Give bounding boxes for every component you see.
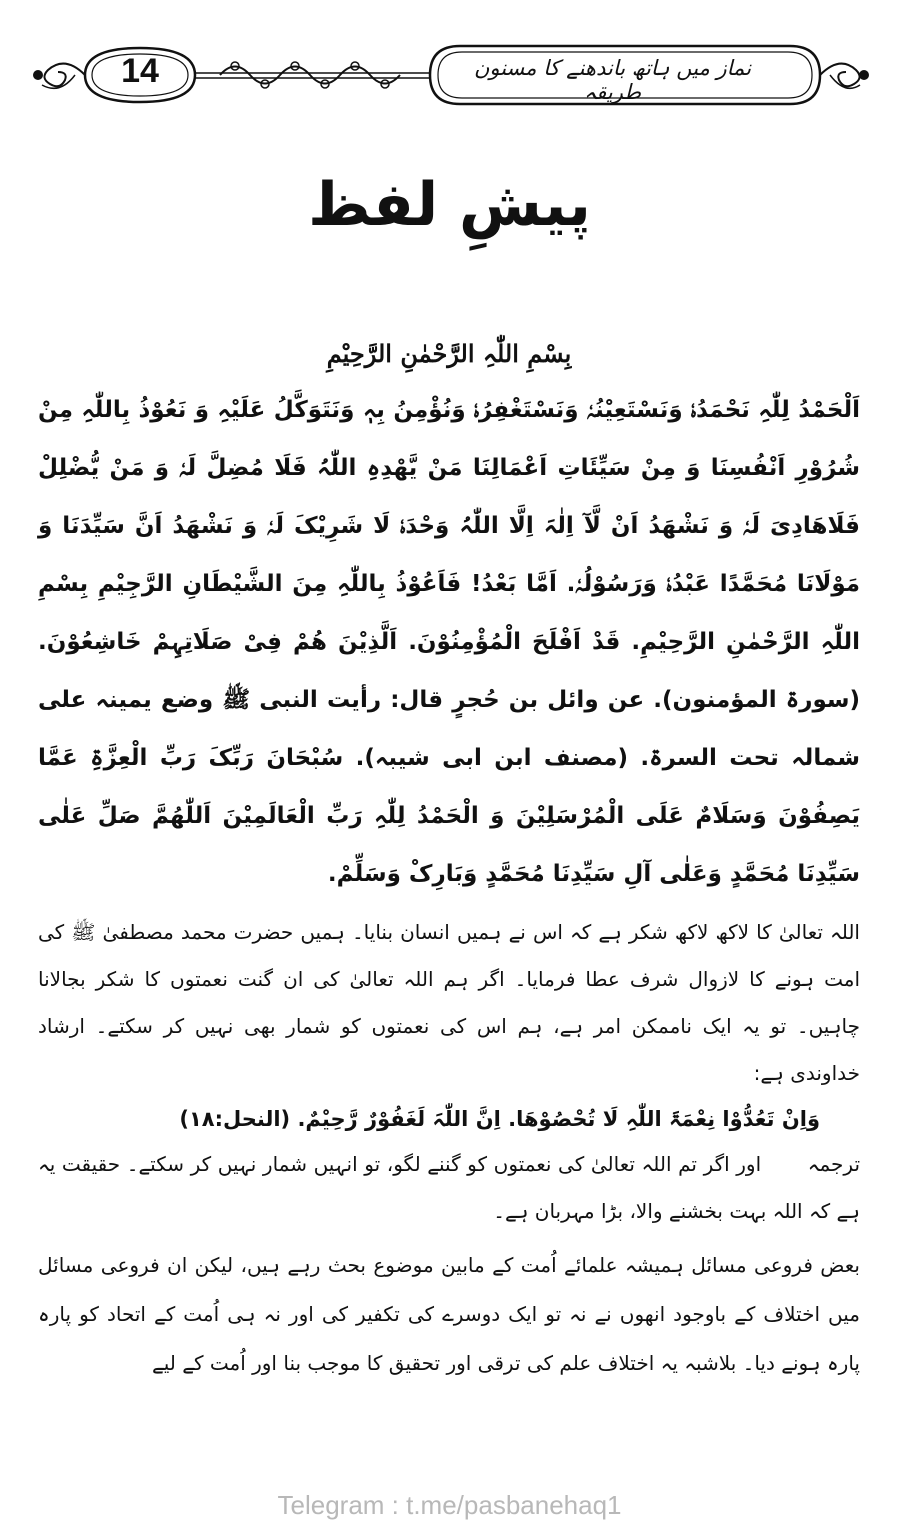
urdu-introduction: اللہ تعالیٰ کا لاکھ لاکھ شکر ہے کہ اس نے ہمیں انسان بنایا۔ ہمیں حضرت محمد مصطفیٰ ﷺ کی امت ہونے کا لازوال شرف عطا فرمایا۔ اگر ہم اللہ تعالیٰ کی ان گنت نعمتوں کا شکر بجالانا چاہیں۔ تو یہ ایک ناممکن امر ہے، ہم اس کی نعمتوں کو شمار بھی نہیں کر سکتے۔ ارشاد خداوندی ہے: <box>38 920 860 1085</box>
bismillah: بِسْمِ اللّٰہِ الرَّحْمٰنِ الرَّحِیْمِ <box>326 339 572 368</box>
page-body <box>38 335 860 1388</box>
urdu-closing-paragraph: بعض فروعی مسائل ہمیشہ علمائے اُمت کے مابین موضوع بحث رہے ہیں، لیکن ان فروعی مسائل میں اختلاف کے باوجود انھوں نے نہ تو ایک دوسرے کی تکفیر کی اور نہ ہی اُمت کے اتحاد کو پارہ پارہ ہونے دیا۔ بلاشبہ یہ اختلاف علم کی ترقی اور تحقیق کا موجب بنا اور اُمت کے لیے <box>38 1253 860 1375</box>
arabic-invocation: اَلْحَمْدُ لِلّٰہِ نَحْمَدُہٗ وَنَسْتَعِیْنُہٗ وَنَسْتَغْفِرُہٗ وَنُؤْمِنُ بِہٖ وَنَتَوَکَّلُ عَلَیْہِ وَ نَعُوْذُ بِاللّٰہِ مِنْ شُرُوْرِ اَنْفُسِنَا وَ مِنْ سَیِّئَاتِ اَعْمَالِنَا مَنْ یَّھْدِہِ اللّٰہُ فَلَا مُضِلَّ لَہٗ وَ مَنْ یُّضْلِلْ فَلَاھَادِیَ لَہٗ وَ نَشْھَدُ اَنْ لَّآ اِلٰہَ اِلَّا اللّٰہُ وَحْدَہٗ لَا شَرِیْکَ لَہٗ وَ نَشْھَدُ اَنَّ سَیِّدَنَا وَ مَوْلَانَا مُحَمَّدًا عَبْدُہٗ وَرَسُوْلُہٗ. اَمَّا بَعْدُ! فَاَعُوْذُ بِاللّٰہِ مِنَ الشَّیْطَانِ الرَّجِیْمِ بِسْمِ اللّٰہِ الرَّحْمٰنِ الرَّحِیْمِ. قَدْ اَفْلَحَ الْمُؤْمِنُوْنَ. اَلَّذِیْنَ ھُمْ فِیْ صَلَاتِہِمْ خَاشِعُوْنَ. (سورۃ المؤمنون). عن وائل بن حُجرٍ قال: رأیت النبی ﷺ وضع یمینہ علی شمالہ تحت السرۃ. (مصنف ابن ابی شیبہ). سُبْحَانَ رَبِّکَ رَبِّ الْعِزَّۃِ عَمَّا یَصِفُوْنَ وَسَلَامٌ عَلَی الْمُرْسَلِیْنَ وَ الْحَمْدُ لِلّٰہِ رَبِّ الْعَالَمِیْنَ اَللّٰھُمَّ صَلِّ عَلٰی سَیِّدِنَا مُحَمَّدٍ وَعَلٰی آلِ سَیِّدِنَا مُحَمَّدٍ وَبَارِکْ وَسَلِّمْ. <box>38 397 860 887</box>
chapter-title: پیشِ لفظ <box>308 170 591 240</box>
translation <box>38 1141 860 1235</box>
page-number: 14 <box>121 52 159 90</box>
translation-text: اور اگر تم اللہ تعالیٰ کی نعمتوں کو گننے لگو، تو انہیں شمار نہیں کر سکتے۔ حقیقت یہ ہے کہ اللہ بہت بخشنے والا، بڑا مہربان ہے۔ <box>38 1152 860 1223</box>
telegram-watermark: Telegram : t.me/pasbanehaq1 <box>277 1490 622 1520</box>
running-title: نماز میں ہاتھ باندھنے کا مسنون طریقہ <box>473 56 752 104</box>
page-header <box>30 40 869 110</box>
translation-label: ترجمہ <box>807 1152 861 1176</box>
quran-ayah: وَاِنْ تَعُدُّوْا نِعْمَۃَ اللّٰہِ لَا تُحْصُوْھَا. اِنَّ اللّٰہَ لَغَفُوْرٌ رَّحِیْمٌ. (النحل:۱۸) <box>179 1107 820 1131</box>
